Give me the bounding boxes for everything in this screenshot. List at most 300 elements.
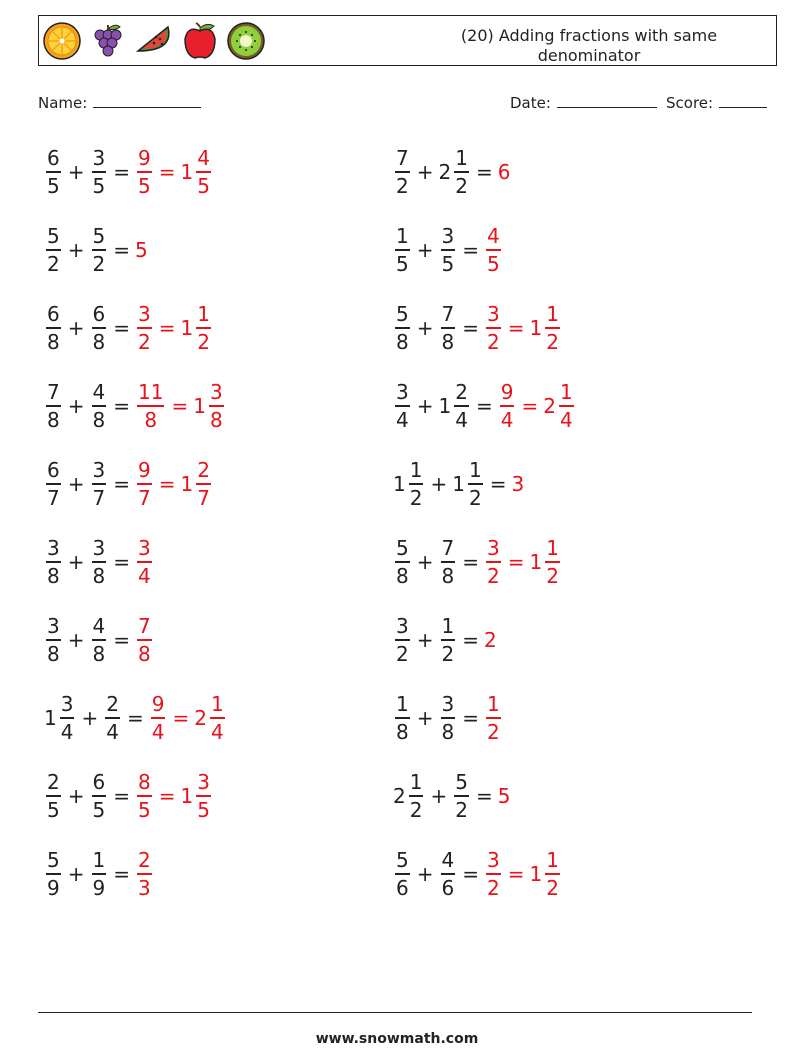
problem-item	[44, 686, 227, 750]
answer-fraction	[498, 379, 517, 433]
addend-b	[90, 379, 109, 433]
denominator: 2	[47, 251, 60, 276]
fraction	[409, 769, 424, 823]
fraction	[454, 145, 469, 199]
denominator: 5	[197, 797, 210, 822]
denominator: 2	[441, 641, 455, 666]
denominator: 4	[151, 719, 165, 744]
fraction	[395, 301, 410, 355]
denominator: 4	[455, 407, 468, 432]
fraction	[454, 379, 469, 433]
addend-b	[452, 769, 471, 823]
addend-b	[439, 301, 458, 355]
whole-number: 1	[44, 706, 57, 730]
denominator: 2	[396, 173, 409, 198]
fraction	[395, 145, 410, 199]
addend-a	[44, 457, 63, 511]
fraction	[441, 613, 456, 667]
equals-sign: =	[113, 628, 130, 652]
numerator: 8	[138, 770, 151, 795]
denominator: 4	[60, 719, 74, 744]
whole-number: 2	[543, 394, 556, 418]
denominator: 8	[396, 563, 409, 588]
denominator: 2	[546, 875, 559, 900]
whole-number: 1	[438, 394, 452, 418]
addend-b	[103, 691, 122, 745]
denominator: 8	[92, 641, 106, 666]
equals-sign: =	[489, 472, 507, 496]
worksheet-header	[38, 15, 777, 66]
denominator: 8	[92, 563, 106, 588]
addend-b	[439, 145, 471, 199]
addend-a	[393, 535, 412, 589]
addend-a	[44, 535, 63, 589]
answer	[484, 223, 503, 277]
fraction	[137, 613, 152, 667]
equals-sign: =	[113, 862, 130, 886]
plus-sign: +	[416, 628, 434, 652]
numerator: 2	[106, 692, 119, 717]
numerator: 6	[92, 302, 106, 327]
addend-b	[90, 613, 109, 667]
denominator: 4	[396, 407, 409, 432]
numerator: 3	[92, 536, 106, 561]
plus-sign: +	[67, 862, 85, 886]
score-blank[interactable]	[719, 93, 767, 108]
denominator: 8	[396, 719, 409, 744]
numerator: 9	[500, 380, 514, 405]
denominator: 9	[47, 875, 60, 900]
denominator: 6	[396, 875, 409, 900]
denominator: 2	[546, 329, 559, 354]
fraction	[486, 847, 501, 901]
addend-a	[393, 613, 412, 667]
equals-sign: =	[475, 784, 493, 808]
name-blank[interactable]	[93, 93, 201, 108]
numerator: 5	[396, 302, 409, 327]
score-field[interactable]	[666, 93, 767, 112]
numerator: 1	[546, 848, 559, 873]
answer-fraction	[135, 769, 154, 823]
numerator: 3	[197, 770, 210, 795]
numerator: 9	[138, 458, 151, 483]
denominator: 8	[47, 407, 60, 432]
numerator: 7	[396, 146, 409, 171]
denominator: 3	[138, 875, 151, 900]
date-label: Date:	[510, 94, 551, 112]
answer-equals-sign: =	[171, 394, 189, 418]
answer-mixed	[543, 379, 575, 433]
plus-sign: +	[67, 316, 85, 340]
numerator: 1	[559, 380, 573, 405]
equals-sign: =	[475, 394, 493, 418]
answer-mixed	[194, 691, 226, 745]
denominator: 5	[92, 797, 106, 822]
date-blank[interactable]	[557, 93, 657, 108]
problem-item	[44, 218, 148, 282]
numerator: 3	[487, 302, 500, 327]
addend-a	[393, 769, 425, 823]
whole-number: 1	[393, 472, 406, 496]
problem-item	[44, 764, 213, 828]
whole-number: 1	[452, 472, 465, 496]
plus-sign: +	[416, 394, 434, 418]
equals-sign: =	[113, 316, 130, 340]
plus-sign: +	[67, 472, 85, 496]
denominator: 2	[138, 329, 151, 354]
plus-sign: +	[67, 550, 85, 574]
fraction	[454, 769, 469, 823]
addend-a	[393, 847, 412, 901]
answer	[149, 691, 227, 745]
answer-fraction	[135, 379, 166, 433]
fraction	[441, 301, 456, 355]
numerator: 7	[47, 380, 60, 405]
denominator: 7	[138, 485, 151, 510]
denominator: 5	[487, 251, 500, 276]
answer	[484, 628, 497, 652]
answer-whole: 3	[511, 472, 525, 496]
plus-sign: +	[67, 628, 85, 652]
fraction	[486, 535, 501, 589]
denominator: 8	[47, 641, 60, 666]
answer-fraction	[484, 535, 503, 589]
plus-sign: +	[67, 784, 85, 808]
fraction	[137, 379, 164, 433]
numerator: 1	[396, 692, 409, 717]
equals-sign: =	[126, 706, 144, 730]
numerator: 6	[47, 458, 60, 483]
whole-number: 2	[438, 160, 452, 184]
numerator: 1	[197, 302, 210, 327]
denominator: 4	[210, 719, 224, 744]
numerator: 1	[409, 770, 423, 795]
fraction	[46, 769, 61, 823]
fraction	[92, 613, 107, 667]
addend-b	[439, 535, 458, 589]
numerator: 2	[47, 770, 60, 795]
equals-sign: =	[113, 784, 130, 808]
answer	[135, 535, 154, 589]
numerator: 3	[396, 380, 409, 405]
answer	[135, 301, 213, 355]
plus-sign: +	[81, 706, 99, 730]
fraction	[441, 535, 456, 589]
numerator: 1	[487, 692, 500, 717]
denominator: 8	[144, 407, 158, 432]
numerator: 3	[47, 536, 60, 561]
answer	[484, 301, 562, 355]
whole-number: 2	[194, 706, 207, 730]
plus-sign: +	[67, 238, 85, 262]
answer-equals-sign: =	[172, 706, 190, 730]
numerator: 4	[92, 380, 106, 405]
denominator: 2	[92, 251, 106, 276]
numerator: 1	[455, 146, 468, 171]
addend-b	[90, 301, 109, 355]
fraction	[137, 301, 152, 355]
fraction	[395, 847, 410, 901]
plus-sign: +	[416, 160, 434, 184]
answer-whole: 2	[484, 628, 497, 652]
fraction	[486, 301, 501, 355]
fraction	[46, 145, 61, 199]
answer-fraction	[135, 847, 154, 901]
fraction	[105, 691, 120, 745]
whole-number: 1	[180, 784, 194, 808]
answer-equals-sign: =	[158, 316, 176, 340]
numerator: 1	[468, 458, 482, 483]
numerator: 5	[47, 224, 60, 249]
fruit-icons	[42, 21, 266, 61]
problem-item	[393, 218, 503, 282]
plus-sign: +	[416, 862, 434, 886]
denominator: 2	[487, 563, 500, 588]
problem-item	[393, 842, 562, 906]
footer-url: www.snowmath.com	[315, 1031, 479, 1047]
fraction	[60, 691, 75, 745]
fraction	[395, 691, 410, 745]
numerator: 7	[138, 614, 151, 639]
numerator: 6	[92, 770, 106, 795]
answer-mixed	[181, 769, 213, 823]
addend-a	[44, 691, 76, 745]
numerator: 3	[487, 536, 500, 561]
equals-sign: =	[462, 628, 479, 652]
fraction	[545, 301, 560, 355]
denominator: 5	[441, 251, 455, 276]
denominator: 8	[396, 329, 409, 354]
problem-item	[44, 296, 213, 360]
numerator: 4	[197, 146, 210, 171]
answer	[498, 160, 511, 184]
fraction	[441, 691, 456, 745]
numerator: 3	[209, 380, 223, 405]
equals-sign: =	[462, 706, 479, 730]
answer-fraction	[135, 535, 154, 589]
answer	[135, 613, 154, 667]
fraction	[196, 301, 211, 355]
answer	[135, 769, 213, 823]
addend-b	[90, 769, 109, 823]
denominator: 2	[455, 797, 468, 822]
numerator: 6	[47, 146, 60, 171]
numerator: 9	[151, 692, 165, 717]
fraction	[137, 457, 152, 511]
numerator: 2	[455, 380, 468, 405]
score-label: Score:	[666, 94, 714, 112]
plus-sign: +	[430, 784, 448, 808]
equals-sign: =	[113, 238, 130, 262]
addend-b	[90, 223, 109, 277]
fraction	[210, 691, 225, 745]
answer-mixed	[181, 457, 213, 511]
problem-item	[44, 374, 226, 438]
numerator: 3	[487, 848, 500, 873]
numerator: 5	[455, 770, 468, 795]
answer	[511, 472, 524, 496]
plus-sign: +	[416, 316, 434, 340]
numerator: 4	[441, 848, 455, 873]
fraction	[46, 847, 61, 901]
numerator: 2	[138, 848, 151, 873]
fraction	[209, 379, 224, 433]
answer-fraction	[484, 223, 503, 277]
denominator: 2	[409, 485, 423, 510]
fraction	[545, 847, 560, 901]
answer-fraction	[135, 145, 154, 199]
equals-sign: =	[462, 316, 479, 340]
worksheet-title: (20) Adding fractions with same denominator	[460, 26, 718, 65]
answer-mixed	[530, 535, 562, 589]
denominator: 2	[487, 329, 500, 354]
addend-a	[393, 301, 412, 355]
addend-b	[439, 847, 458, 901]
grapes-icon	[88, 21, 128, 61]
denominator: 8	[441, 563, 455, 588]
numerator: 7	[441, 536, 455, 561]
whole-number: 1	[193, 394, 206, 418]
denominator: 8	[209, 407, 223, 432]
denominator: 8	[441, 329, 455, 354]
problem-item	[393, 764, 510, 828]
fraction	[545, 535, 560, 589]
addend-b	[90, 535, 109, 589]
numerator: 3	[92, 458, 106, 483]
problem-item	[44, 608, 154, 672]
fraction	[395, 613, 410, 667]
answer	[498, 379, 576, 433]
problem-item	[393, 140, 510, 204]
problem-item	[44, 530, 154, 594]
equals-sign: =	[462, 862, 479, 886]
fraction	[486, 223, 501, 277]
fraction	[196, 457, 211, 511]
addend-b	[90, 145, 109, 199]
addend-a	[44, 613, 63, 667]
denominator: 9	[92, 875, 106, 900]
numerator: 3	[138, 536, 151, 561]
plus-sign: +	[67, 394, 85, 418]
footer-divider	[38, 1012, 752, 1013]
name-field[interactable]	[38, 93, 201, 112]
answer-fraction	[484, 691, 503, 745]
denominator: 2	[197, 329, 210, 354]
fraction	[46, 457, 61, 511]
kiwi-icon	[226, 21, 266, 61]
fraction	[46, 223, 61, 277]
fraction	[441, 847, 456, 901]
equals-sign: =	[462, 238, 479, 262]
equals-sign: =	[113, 472, 130, 496]
addend-b	[90, 847, 109, 901]
numerator: 1	[409, 458, 423, 483]
answer-equals-sign: =	[158, 784, 176, 808]
fraction	[196, 145, 211, 199]
fraction	[92, 847, 107, 901]
answer	[484, 847, 562, 901]
denominator: 5	[197, 173, 210, 198]
name-label: Name:	[38, 94, 88, 112]
numerator: 4	[487, 224, 500, 249]
addend-b	[439, 691, 458, 745]
whole-number: 1	[529, 862, 543, 886]
addend-a	[44, 379, 63, 433]
answer-fraction	[484, 847, 503, 901]
answer	[135, 145, 213, 199]
answer-whole: 5	[497, 784, 511, 808]
addend-b	[90, 457, 109, 511]
denominator: 4	[138, 563, 151, 588]
fraction	[196, 769, 211, 823]
fraction	[46, 379, 61, 433]
problem-item	[393, 686, 503, 750]
denominator: 4	[559, 407, 573, 432]
answer-fraction	[484, 301, 503, 355]
denominator: 8	[47, 563, 60, 588]
denominator: 2	[396, 641, 409, 666]
apple-icon	[180, 21, 220, 61]
numerator: 3	[396, 614, 409, 639]
denominator: 4	[106, 719, 119, 744]
addend-b	[439, 613, 458, 667]
answer	[135, 457, 213, 511]
fraction	[395, 535, 410, 589]
plus-sign: +	[67, 160, 85, 184]
equals-sign: =	[113, 394, 130, 418]
addend-a	[393, 691, 412, 745]
answer-equals-sign: =	[521, 394, 539, 418]
problem-item	[393, 530, 562, 594]
addend-b	[439, 379, 471, 433]
denominator: 5	[47, 173, 60, 198]
plus-sign: +	[416, 550, 434, 574]
addend-a	[393, 145, 412, 199]
denominator: 6	[441, 875, 455, 900]
fraction	[441, 223, 456, 277]
date-field[interactable]	[510, 93, 657, 112]
whole-number: 1	[180, 316, 194, 340]
numerator: 4	[92, 614, 106, 639]
equals-sign: =	[462, 550, 479, 574]
addend-a	[393, 223, 412, 277]
denominator: 8	[138, 641, 151, 666]
denominator: 7	[197, 485, 210, 510]
equals-sign: =	[113, 160, 130, 184]
numerator: 6	[47, 302, 60, 327]
answer-fraction	[135, 301, 154, 355]
answer-mixed	[193, 379, 225, 433]
numerator: 2	[197, 458, 210, 483]
fraction	[137, 145, 152, 199]
numerator: 1	[441, 614, 455, 639]
fraction	[92, 457, 107, 511]
answer-equals-sign: =	[507, 550, 525, 574]
denominator: 5	[47, 797, 60, 822]
numerator: 3	[441, 224, 455, 249]
problem-item	[44, 842, 154, 906]
numerator: 3	[441, 692, 455, 717]
addend-a	[44, 301, 63, 355]
numerator: 1	[396, 224, 409, 249]
numerator: 7	[441, 302, 455, 327]
fraction	[468, 457, 483, 511]
addend-b	[439, 223, 458, 277]
fraction	[92, 145, 107, 199]
denominator: 2	[546, 563, 559, 588]
numerator: 5	[396, 536, 409, 561]
problem-item	[44, 452, 213, 516]
